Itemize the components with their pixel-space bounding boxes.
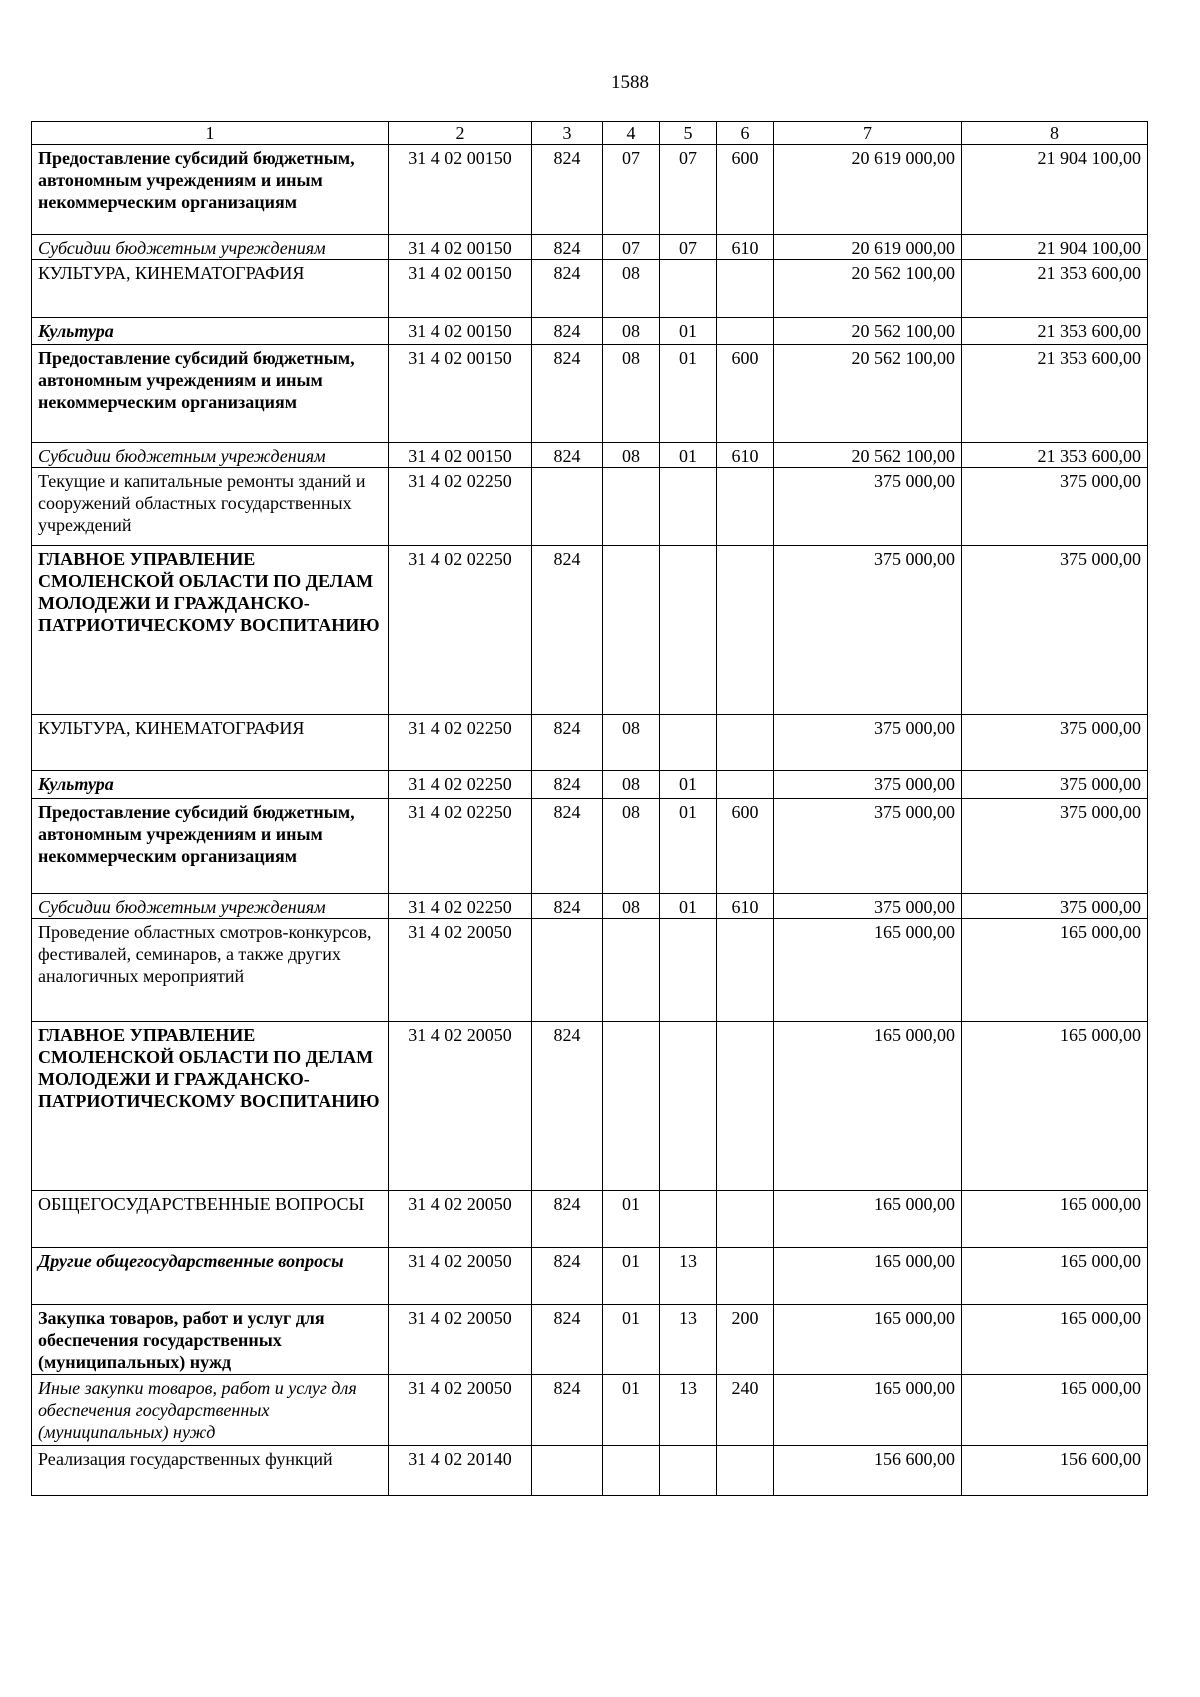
row-col6-cell [717, 715, 774, 771]
row-col8-cell: 375 000,00 [962, 546, 1148, 715]
row-col3-cell: 824 [532, 145, 603, 235]
row-col6-cell [717, 260, 774, 318]
row-col5-cell [660, 546, 717, 715]
column-header: 6 [717, 122, 774, 145]
row-col7-cell: 375 000,00 [774, 771, 962, 799]
row-col3-cell: 824 [532, 1022, 603, 1191]
row-col5-cell: 07 [660, 145, 717, 235]
row-col3-cell: 824 [532, 1375, 603, 1446]
row-col5-cell [660, 1191, 717, 1248]
row-col5-cell: 01 [660, 894, 717, 919]
row-col8-cell: 21 904 100,00 [962, 145, 1148, 235]
row-col6-cell: 600 [717, 145, 774, 235]
row-code-cell: 31 4 02 20140 [389, 1446, 532, 1496]
table-row [32, 345, 1148, 443]
row-col3-cell: 824 [532, 799, 603, 894]
row-col4-cell: 08 [603, 799, 660, 894]
table-row [32, 260, 1148, 318]
row-col4-cell [603, 1022, 660, 1191]
row-col7-cell: 375 000,00 [774, 546, 962, 715]
row-col4-cell: 08 [603, 260, 660, 318]
column-header: 3 [532, 122, 603, 145]
row-col6-cell [717, 318, 774, 345]
table-row [32, 546, 1148, 715]
row-code-cell: 31 4 02 20050 [389, 919, 532, 1022]
row-col7-cell: 156 600,00 [774, 1446, 962, 1496]
row-col6-cell [717, 771, 774, 799]
row-col3-cell: 824 [532, 260, 603, 318]
row-col8-cell: 21 353 600,00 [962, 260, 1148, 318]
row-name-cell: ОБЩЕГОСУДАРСТВЕННЫЕ ВОПРОСЫ [32, 1191, 389, 1248]
row-name-cell: Текущие и капитальные ремонты зданий и сооружений областных государственных учреждений [32, 468, 389, 546]
row-col3-cell: 824 [532, 1191, 603, 1248]
row-col3-cell [532, 468, 603, 546]
row-col5-cell: 13 [660, 1248, 717, 1305]
row-code-cell: 31 4 02 20050 [389, 1375, 532, 1446]
row-name-cell: Реализация государственных функций [32, 1446, 389, 1496]
row-col5-cell [660, 715, 717, 771]
row-col3-cell: 824 [532, 1248, 603, 1305]
row-col8-cell: 21 904 100,00 [962, 235, 1148, 260]
row-code-cell: 31 4 02 00150 [389, 260, 532, 318]
row-col8-cell: 165 000,00 [962, 1248, 1148, 1305]
row-name-cell: КУЛЬТУРА, КИНЕМАТОГРАФИЯ [32, 260, 389, 318]
row-col7-cell: 165 000,00 [774, 1248, 962, 1305]
row-name-cell: КУЛЬТУРА, КИНЕМАТОГРАФИЯ [32, 715, 389, 771]
row-col5-cell: 13 [660, 1305, 717, 1375]
row-code-cell: 31 4 02 00150 [389, 235, 532, 260]
column-header: 7 [774, 122, 962, 145]
row-col4-cell [603, 1446, 660, 1496]
row-name-cell: Предоставление субсидий бюджетным, автономным учреждениям и иным некоммерческим организациям [32, 799, 389, 894]
column-header: 5 [660, 122, 717, 145]
row-col3-cell: 824 [532, 771, 603, 799]
row-col4-cell: 01 [603, 1191, 660, 1248]
row-col7-cell: 375 000,00 [774, 894, 962, 919]
row-col7-cell: 20 562 100,00 [774, 318, 962, 345]
row-col4-cell [603, 546, 660, 715]
row-col8-cell: 165 000,00 [962, 1375, 1148, 1446]
row-col8-cell: 165 000,00 [962, 1022, 1148, 1191]
row-col8-cell: 21 353 600,00 [962, 443, 1148, 468]
table-row [32, 894, 1148, 919]
row-name-cell: Иные закупки товаров, работ и услуг для обеспечения государственных (муниципальных) нужд [32, 1375, 389, 1446]
row-name-cell: Другие общегосударственные вопросы [32, 1248, 389, 1305]
row-col5-cell: 07 [660, 235, 717, 260]
row-col8-cell: 165 000,00 [962, 1191, 1148, 1248]
row-col4-cell: 08 [603, 318, 660, 345]
row-col4-cell: 08 [603, 443, 660, 468]
row-name-cell: ГЛАВНОЕ УПРАВЛЕНИЕ СМОЛЕНСКОЙ ОБЛАСТИ ПО ДЕЛАМ МОЛОДЕЖИ И ГРАЖДАНСКО-ПАТРИОТИЧЕСКОМУ ВОСПИТАНИЮ [32, 1022, 389, 1191]
row-col5-cell: 13 [660, 1375, 717, 1446]
row-col6-cell: 600 [717, 799, 774, 894]
row-col5-cell: 01 [660, 771, 717, 799]
row-col3-cell: 824 [532, 546, 603, 715]
row-col7-cell: 165 000,00 [774, 1305, 962, 1375]
row-col7-cell: 165 000,00 [774, 1022, 962, 1191]
row-code-cell: 31 4 02 00150 [389, 318, 532, 345]
row-name-cell: ГЛАВНОЕ УПРАВЛЕНИЕ СМОЛЕНСКОЙ ОБЛАСТИ ПО ДЕЛАМ МОЛОДЕЖИ И ГРАЖДАНСКО-ПАТРИОТИЧЕСКОМУ ВОСПИТАНИЮ [32, 546, 389, 715]
row-code-cell: 31 4 02 02250 [389, 546, 532, 715]
row-col7-cell: 375 000,00 [774, 715, 962, 771]
row-col7-cell: 20 562 100,00 [774, 345, 962, 443]
row-col6-cell: 240 [717, 1375, 774, 1446]
table-header-row [32, 122, 1148, 145]
row-col7-cell: 375 000,00 [774, 468, 962, 546]
row-col6-cell: 600 [717, 345, 774, 443]
row-col5-cell [660, 1022, 717, 1191]
row-col8-cell: 375 000,00 [962, 468, 1148, 546]
table-row [32, 715, 1148, 771]
row-col7-cell: 20 619 000,00 [774, 145, 962, 235]
row-col3-cell: 824 [532, 318, 603, 345]
row-col6-cell [717, 1022, 774, 1191]
row-col3-cell: 824 [532, 235, 603, 260]
row-col7-cell: 165 000,00 [774, 1375, 962, 1446]
row-code-cell: 31 4 02 20050 [389, 1022, 532, 1191]
row-name-cell: Предоставление субсидий бюджетным, автономным учреждениям и иным некоммерческим организациям [32, 145, 389, 235]
row-col7-cell: 375 000,00 [774, 799, 962, 894]
row-col5-cell [660, 919, 717, 1022]
row-col8-cell: 165 000,00 [962, 1305, 1148, 1375]
row-name-cell: Культура [32, 318, 389, 345]
row-col6-cell: 610 [717, 235, 774, 260]
row-col8-cell: 165 000,00 [962, 919, 1148, 1022]
table-row [32, 1248, 1148, 1305]
row-col6-cell: 610 [717, 443, 774, 468]
row-col5-cell: 01 [660, 799, 717, 894]
row-col5-cell [660, 1446, 717, 1496]
row-col8-cell: 21 353 600,00 [962, 318, 1148, 345]
row-col8-cell: 375 000,00 [962, 715, 1148, 771]
row-col5-cell [660, 468, 717, 546]
row-col5-cell [660, 260, 717, 318]
row-col7-cell: 20 562 100,00 [774, 443, 962, 468]
row-col8-cell: 156 600,00 [962, 1446, 1148, 1496]
table-row [32, 468, 1148, 546]
row-col7-cell: 20 619 000,00 [774, 235, 962, 260]
row-name-cell: Субсидии бюджетным учреждениям [32, 443, 389, 468]
table-row [32, 1191, 1148, 1248]
row-col6-cell [717, 919, 774, 1022]
row-col4-cell: 01 [603, 1248, 660, 1305]
row-code-cell: 31 4 02 00150 [389, 145, 532, 235]
row-col3-cell: 824 [532, 715, 603, 771]
column-header: 1 [32, 122, 389, 145]
row-col8-cell: 375 000,00 [962, 799, 1148, 894]
row-col3-cell: 824 [532, 1305, 603, 1375]
row-col4-cell: 01 [603, 1375, 660, 1446]
row-col6-cell [717, 1191, 774, 1248]
table-row [32, 771, 1148, 799]
row-col5-cell: 01 [660, 443, 717, 468]
row-col7-cell: 165 000,00 [774, 919, 962, 1022]
column-header: 2 [389, 122, 532, 145]
row-col3-cell: 824 [532, 345, 603, 443]
row-col3-cell: 824 [532, 443, 603, 468]
row-col7-cell: 165 000,00 [774, 1191, 962, 1248]
row-name-cell: Субсидии бюджетным учреждениям [32, 235, 389, 260]
row-col4-cell: 01 [603, 1305, 660, 1375]
row-code-cell: 31 4 02 20050 [389, 1248, 532, 1305]
row-col8-cell: 375 000,00 [962, 894, 1148, 919]
row-col6-cell [717, 468, 774, 546]
row-col5-cell: 01 [660, 345, 717, 443]
column-header: 8 [962, 122, 1148, 145]
page-number: 1588 [611, 72, 649, 93]
row-col4-cell: 07 [603, 235, 660, 260]
row-name-cell: Проведение областных смотров-конкурсов, фестивалей, семинаров, а также других аналогичных мероприятий [32, 919, 389, 1022]
row-code-cell: 31 4 02 02250 [389, 894, 532, 919]
row-col6-cell: 610 [717, 894, 774, 919]
table-row [32, 1375, 1148, 1446]
table-row [32, 799, 1148, 894]
row-code-cell: 31 4 02 02250 [389, 468, 532, 546]
row-name-cell: Предоставление субсидий бюджетным, автономным учреждениям и иным некоммерческим организациям [32, 345, 389, 443]
row-col8-cell: 21 353 600,00 [962, 345, 1148, 443]
column-header: 4 [603, 122, 660, 145]
table-row [32, 1305, 1148, 1375]
row-code-cell: 31 4 02 02250 [389, 715, 532, 771]
row-col6-cell [717, 546, 774, 715]
row-code-cell: 31 4 02 02250 [389, 771, 532, 799]
row-col6-cell [717, 1446, 774, 1496]
row-code-cell: 31 4 02 20050 [389, 1305, 532, 1375]
row-name-cell: Субсидии бюджетным учреждениям [32, 894, 389, 919]
row-col4-cell: 07 [603, 145, 660, 235]
row-code-cell: 31 4 02 02250 [389, 799, 532, 894]
row-name-cell: Культура [32, 771, 389, 799]
row-col7-cell: 20 562 100,00 [774, 260, 962, 318]
row-col5-cell: 01 [660, 318, 717, 345]
row-col8-cell: 375 000,00 [962, 771, 1148, 799]
table-row [32, 145, 1148, 235]
row-col4-cell [603, 468, 660, 546]
row-col6-cell: 200 [717, 1305, 774, 1375]
row-col4-cell: 08 [603, 345, 660, 443]
row-col4-cell: 08 [603, 715, 660, 771]
row-name-cell: Закупка товаров, работ и услуг для обеспечения государственных (муниципальных) нужд [32, 1305, 389, 1375]
budget-table [31, 121, 1148, 1496]
table-row [32, 443, 1148, 468]
table-row [32, 235, 1148, 260]
table-row [32, 1446, 1148, 1496]
table-row [32, 919, 1148, 1022]
row-col4-cell [603, 919, 660, 1022]
table-row [32, 1022, 1148, 1191]
row-code-cell: 31 4 02 20050 [389, 1191, 532, 1248]
row-col3-cell: 824 [532, 894, 603, 919]
row-code-cell: 31 4 02 00150 [389, 345, 532, 443]
row-col3-cell [532, 919, 603, 1022]
row-col4-cell: 08 [603, 771, 660, 799]
row-col6-cell [717, 1248, 774, 1305]
table-row [32, 318, 1148, 345]
row-code-cell: 31 4 02 00150 [389, 443, 532, 468]
row-col3-cell [532, 1446, 603, 1496]
row-col4-cell: 08 [603, 894, 660, 919]
